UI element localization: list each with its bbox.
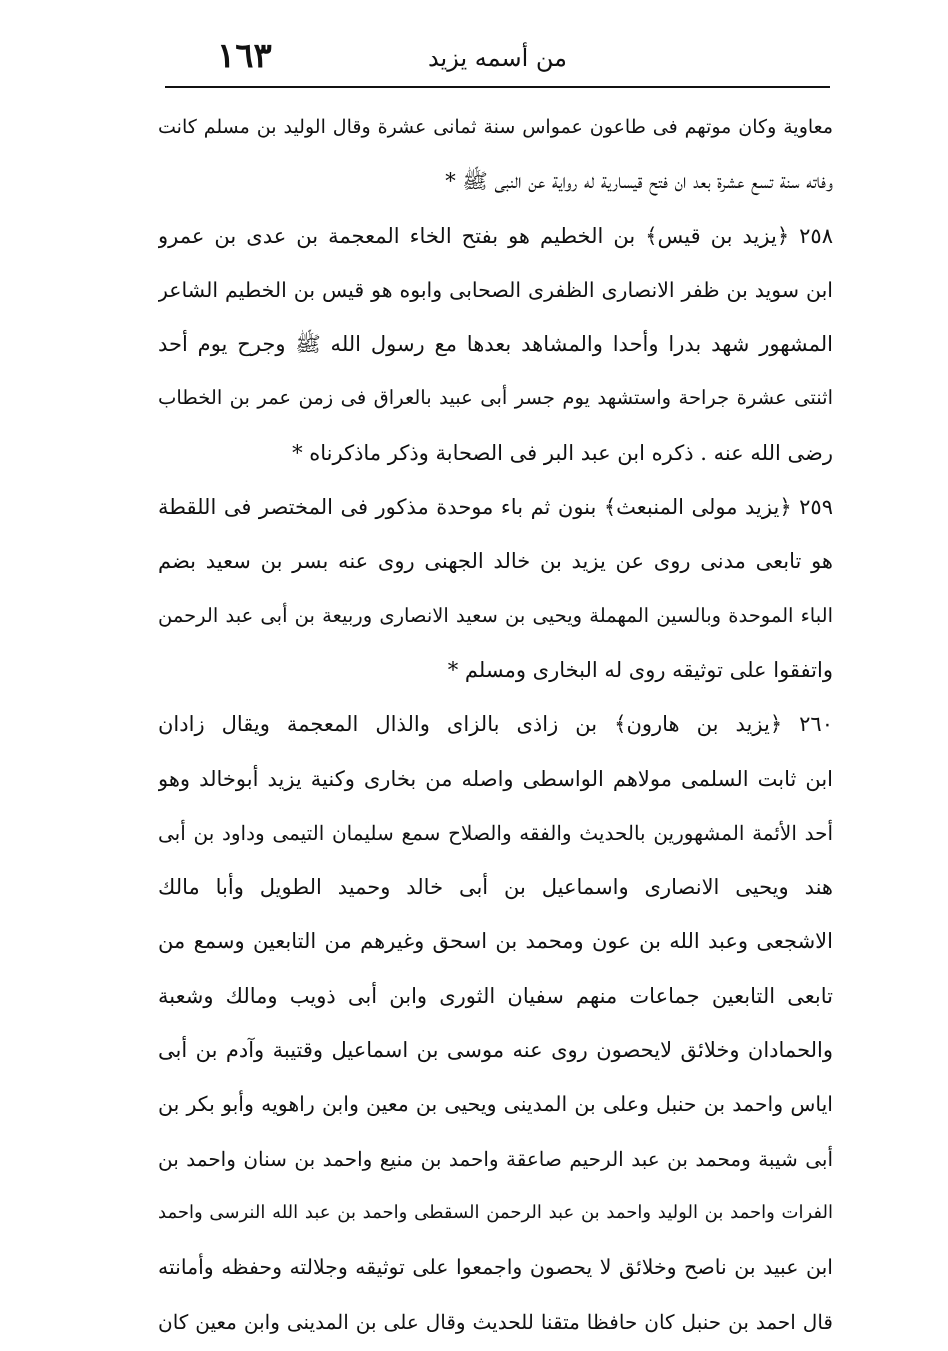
body-text bbox=[158, 100, 833, 1349]
text-line: الفرات واحمد بن الوليد واحمد بن عبد الرحمن السقطى واحمد بن عبد الله النرسى واحمد bbox=[158, 1201, 833, 1223]
text-line: أبى شيبة ومحمد بن عبد الرحيم صاعقة واحمد بن منيع واحمد بن سنان واحمد بن bbox=[158, 1146, 833, 1171]
text-line: وفاته سنة تسع عشرة بعد ان فتح قيسارية له رواية عن النبى ﷺ * bbox=[445, 169, 833, 194]
text-line: اثنتى عشرة جراحة واستشهد يوم جسر أبى عبيد بالعراق فى زمن عمر بن الخطاب bbox=[158, 386, 833, 410]
text-line: ابن سويد بن ظفر الانصارى الظفرى الصحابى وابوه هو قيس بن الخطيم الشاعر bbox=[158, 277, 833, 302]
entry-heading-260: ٢٦٠ ﴿يزيد بن هارون﴾ بن زاذى بالزاى والذال المعجمة ويقال زادان bbox=[158, 712, 833, 737]
text-line: المشهور شهد بدرا وأحدا والمشاهد بعدها مع رسول الله ﷺ وجرح يوم أحد bbox=[158, 332, 833, 357]
text-line: الباء الموحدة وبالسين المهملة ويحيى بن سعيد الانصارى وربيعة بن أبى عبد الرحمن bbox=[158, 603, 833, 627]
text-line: هو تابعى مدنى روى عن يزيد بن خالد الجهنى روى عنه بسر بن سعيد بضم bbox=[158, 549, 833, 574]
text-line: ابن ثابت السلمى مولاهم الواسطى واصله من بخارى وكنية يزيد أبوخالد وهو bbox=[158, 766, 833, 791]
text-line: ابن عبيد بن ناصح وخلائق لا يحصون واجمعوا على توثيقه وجلالته وحفظه وأمانته bbox=[158, 1255, 833, 1280]
page-number: ١٦٣ bbox=[217, 36, 272, 76]
entry-heading-259: ٢٥٩ ﴿يزيد مولى المنبعث﴾ بنون ثم باء موحدة مذكور فى المختصر فى اللقطة bbox=[158, 495, 833, 520]
text-line: والحمادان وخلائق لايحصون روى عنه موسى بن اسماعيل وقتيبة وآدم بن أبى bbox=[158, 1038, 833, 1063]
text-line: أحد الأئمة المشهورين بالحديث والفقه والصلاح سمع سليمان التيمى وداود بن أبى bbox=[158, 820, 833, 845]
entry-heading-258: ٢٥٨ ﴿يزيد بن قيس﴾ بن الخطيم هو بفتح الخاء المعجمة بن عدى بن عمرو bbox=[158, 223, 833, 248]
text-line: هند ويحيى الانصارى واسماعيل بن أبى خالد وحميد الطويل وأبا مالك bbox=[158, 875, 833, 900]
text-line: الاشجعى وعبد الله بن عون ومحمد بن اسحق وغيرهم من التابعين وسمع من bbox=[158, 929, 833, 954]
text-line: اياس واحمد بن حنبل وعلى بن المدينى ويحيى بن معين وابن راهويه وأبو بكر بن bbox=[158, 1092, 833, 1117]
text-line: واتفقوا على توثيقه روى له البخارى ومسلم * bbox=[447, 657, 833, 682]
text-line: تابعى التابعين جماعات منهم سفيان الثورى وابن أبى ذويب ومالك وشعبة bbox=[158, 983, 833, 1008]
page-header bbox=[165, 34, 830, 84]
header-divider bbox=[165, 86, 830, 88]
running-title: من أسمه يزيد bbox=[427, 44, 568, 72]
text-line: رضى الله عنه . ذكره ابن عبد البر فى الصحابة وذكر ماذكرناه * bbox=[292, 440, 833, 465]
text-line: معاوية وكان موتهم فى طاعون عمواس سنة ثمانى عشرة وقال الوليد بن مسلم كانت bbox=[158, 116, 833, 138]
text-line: قال احمد بن حنبل كان حافظا متقنا للحديث وقال على بن المدينى وابن معين كان bbox=[158, 1309, 833, 1334]
